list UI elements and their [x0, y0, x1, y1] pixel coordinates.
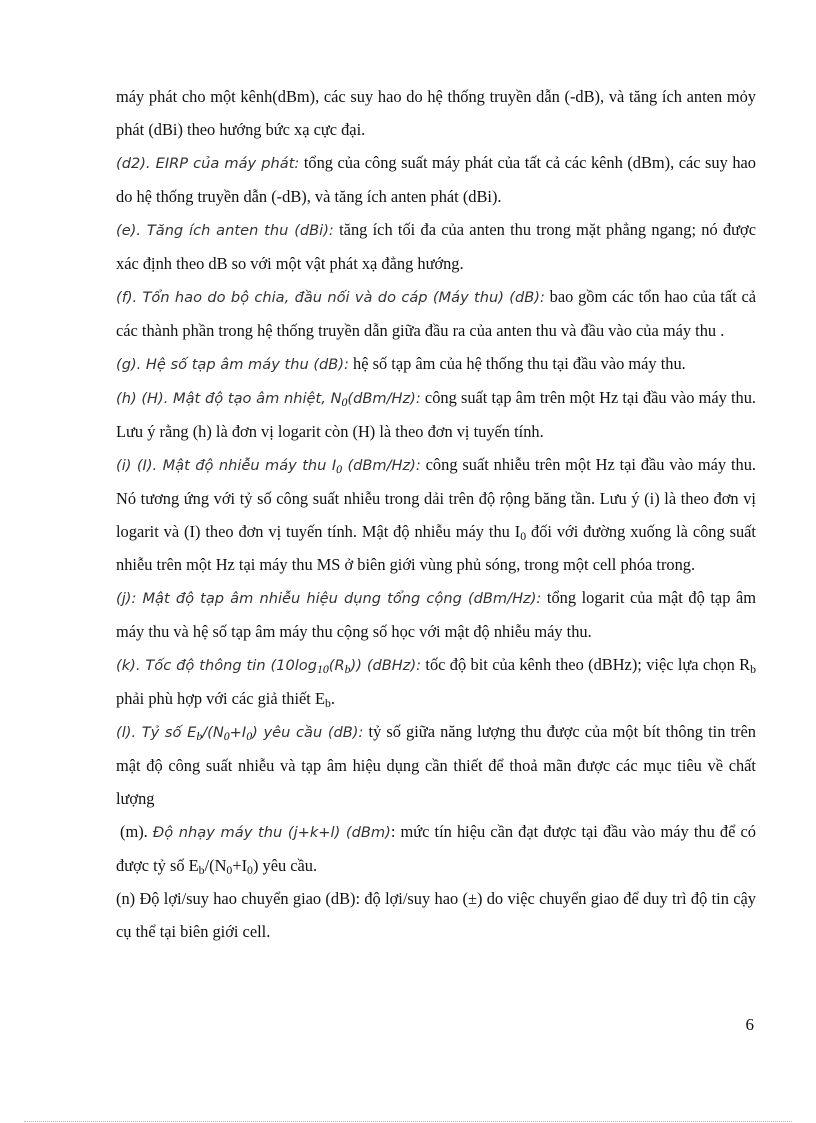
paragraph-text: ) yêu cầu.	[252, 856, 318, 875]
paragraph-text: bao gồm các tổn hao của tất cả các thành phần trong hệ thống truyền dẫn giữa đầu ra của anten thu và đầu vào của máy thu .	[116, 287, 756, 340]
paragraph-text: (n) Độ lợi/suy hao chuyển giao (dB): độ lợi/suy hao (±) do việc chuyển giao để duy trì độ tin cậy cụ thể tại biên giới cell.	[116, 889, 756, 941]
term-heading: (dBm/Hz):	[342, 457, 421, 474]
page-bottom-rule	[24, 1121, 792, 1122]
paragraph-text: hệ số tạp âm của hệ thống thu tại đầu vào máy thu.	[348, 354, 686, 373]
term-heading: Độ nhạy máy thu (j+k+l) (dBm)	[152, 824, 391, 841]
paragraph-text: tổng logarit của mật độ tạp âm máy thu và hệ số tạp âm máy thu cộng số học với mật độ nhiễu máy thu.	[116, 588, 756, 641]
paragraph-text: (m).	[120, 822, 153, 841]
term-heading: (i) (I). Mật độ nhiễu máy thu I	[116, 457, 337, 474]
paragraph-text: tỷ số giữa năng lượng thu được của một bít thông tin trên mật độ công suất nhiễu và tạp âm hiệu dụng cần thiết để thoả mãn được các mục tiêu về chất lượng	[116, 722, 756, 808]
term-heading: (l). Tỷ số E	[116, 724, 197, 741]
paragraph-text: công suất nhiễu trên một Hz tại đầu vào máy thu. Nó tương ứng với tỷ số công suất nhiễu trong dải trên độ rộng băng tần. Lưu ý (i) là theo đơn vị logarit và (I) theo đơn vị tuyến tính. Mật độ nhiễu máy thu I	[116, 455, 756, 541]
term-heading: (j): Mật độ tạp âm nhiễu hiệu dụng tổng cộng (dBm/Hz):	[116, 590, 542, 607]
subscript: 0	[246, 728, 253, 743]
paragraph-f	[116, 280, 756, 347]
subscript: 0	[226, 862, 233, 877]
paragraph-text: công suất tạp âm trên một Hz tại đầu vào máy thu. Lưu ý rằng (h) là đơn vị logarit còn (H) là theo đơn vị tuyến tính.	[116, 388, 756, 441]
paragraph-text: tổng của công suất máy phát của tất cả các kênh (dBm), các suy hao do hệ thống truyền dẫn (-dB), và tăng ích anten phát (dBi).	[116, 153, 756, 206]
paragraph-n	[116, 882, 756, 948]
paragraph-g	[116, 347, 756, 381]
subscript: 10	[317, 661, 329, 676]
body-text	[116, 80, 756, 948]
paragraph-text: /(N	[204, 856, 227, 875]
subscript: 0	[223, 728, 230, 743]
term-heading: (g). Hệ số tạp âm máy thu (dB):	[116, 356, 349, 373]
subscript: b	[750, 661, 756, 676]
paragraph-d2	[116, 146, 756, 213]
subscript: 0	[341, 394, 348, 409]
subscript: b	[198, 862, 205, 877]
paragraph-m	[116, 815, 756, 882]
term-heading: +I	[229, 724, 247, 741]
term-heading: (h) (H). Mật độ tạo âm nhiệt, N	[116, 390, 342, 407]
page-number: 6	[745, 1015, 754, 1034]
term-heading: )) (dBHz):	[350, 657, 422, 674]
term-heading: ) yêu cầu (dB):	[252, 724, 364, 741]
paragraph-text: tăng ích tối đa của anten thu trong mặt phẳng ngang; nó được xác định theo dB so với một vật phát xạ đẳng hướng.	[116, 220, 756, 273]
term-heading: (e). Tăng ích anten thu (dBi):	[116, 222, 334, 239]
subscript: 0	[247, 862, 253, 877]
paragraph-c-cont	[116, 80, 756, 146]
paragraph-text: máy phát cho một kênh(dBm), các suy hao do hệ thống truyền dẫn (-dB), và tăng ích anten mỏy phát (dBi) theo hướng bức xạ cực đại.	[116, 87, 756, 139]
term-heading: (dBm/Hz):	[347, 390, 421, 407]
paragraph-l	[116, 715, 756, 815]
paragraph-i	[116, 448, 756, 581]
document-page	[116, 80, 756, 948]
term-heading: /(N	[202, 724, 224, 741]
term-heading: (k). Tốc độ thông tin (10log	[116, 657, 317, 674]
paragraph-text: phải phù hợp với các giả thiết E	[116, 689, 325, 708]
paragraph-text: tốc độ bit của kênh theo (dBHz); việc lựa chọn R	[421, 655, 751, 674]
paragraph-j	[116, 581, 756, 648]
term-heading: (f). Tổn hao do bộ chia, đầu nối và do cáp (Máy thu) (dB):	[116, 289, 545, 306]
subscript: b	[324, 695, 331, 710]
paragraph-k	[116, 648, 756, 715]
subscript: 0	[520, 528, 527, 543]
term-heading: (R	[328, 657, 345, 674]
paragraph-text: đối với đường xuống là công suất nhiễu trên một Hz tại máy thu MS ở biên giới vùng phủ sóng, trong một cell phóa trong.	[116, 522, 756, 574]
subscript: b	[196, 728, 203, 743]
paragraph-e	[116, 213, 756, 280]
paragraph-h	[116, 381, 756, 448]
subscript: b	[344, 661, 351, 676]
subscript: 0	[336, 461, 343, 476]
paragraph-text: : mức tín hiệu cần đạt được tại đầu vào máy thu để có được tỷ số E	[116, 822, 756, 875]
paragraph-text: +I	[232, 856, 248, 875]
term-heading: (d2). EIRP của máy phát:	[116, 155, 300, 172]
paragraph-text: .	[330, 689, 335, 708]
